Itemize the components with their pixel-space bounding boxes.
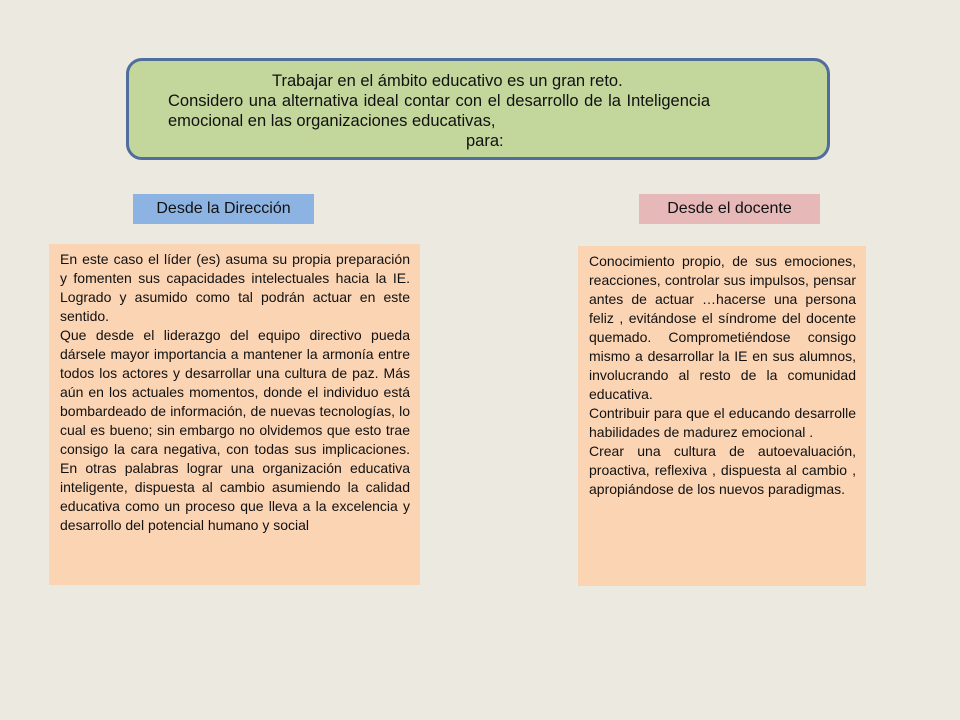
direccion-paragraph-1: En este caso el líder (es) asuma su propia preparación y fomenten sus capacidades intelectuales hacia la IE. Logrado y asumido como tal podrán actuar en este sentido.	[60, 251, 410, 324]
docente-paragraph-1: Conocimiento propio, de sus emociones, reacciones, controlar sus impulsos, pensar antes de actuar …hacerse una persona feliz , evitándose el síndrome del docente quemado. Comprometiéndose consigo mismo a desarrollar la IE en sus alumnos, involucrando al resto de la comunidad educativa.	[589, 253, 856, 402]
docente-content-box	[578, 246, 866, 586]
intro-line-2: Considero una alternativa ideal contar con el desarrollo de la Inteligencia	[168, 92, 710, 110]
docente-paragraph-3: Crear una cultura de autoevaluación, proactiva, reflexiva , dispuesta al cambio , apropiándose de los nuevos paradigmas.	[589, 443, 856, 497]
intro-line-4: para:	[466, 132, 504, 150]
direccion-label: Desde la Dirección	[133, 194, 314, 224]
docente-label: Desde el docente	[639, 194, 820, 224]
docente-paragraph-2: Contribuir para que el educando desarrolle habilidades de madurez emocional .	[589, 405, 856, 440]
intro-box	[126, 58, 830, 160]
direccion-content-box	[49, 244, 420, 585]
direccion-paragraph-2: Que desde el liderazgo del equipo directivo pueda dársele mayor importancia a mantener la armonía entre todos los actores y desarrollar una cultura de paz. Más aún en los actuales momentos, donde el individuo está bombardeado de información, de nuevas tecnologías, lo cual es bueno; sin embargo no olvidemos que esto trae consigo la cara negativa, con todas sus implicaciones. En otras palabras lograr una organización educativa inteligente, dispuesta al cambio asumiendo la calidad educativa como un proceso que lleva a la excelencia y desarrollo del potencial humano y social	[60, 327, 410, 533]
intro-line-1: Trabajar en el ámbito educativo es un gran reto.	[272, 72, 623, 90]
intro-line-3: emocional en las organizaciones educativas,	[168, 112, 496, 130]
